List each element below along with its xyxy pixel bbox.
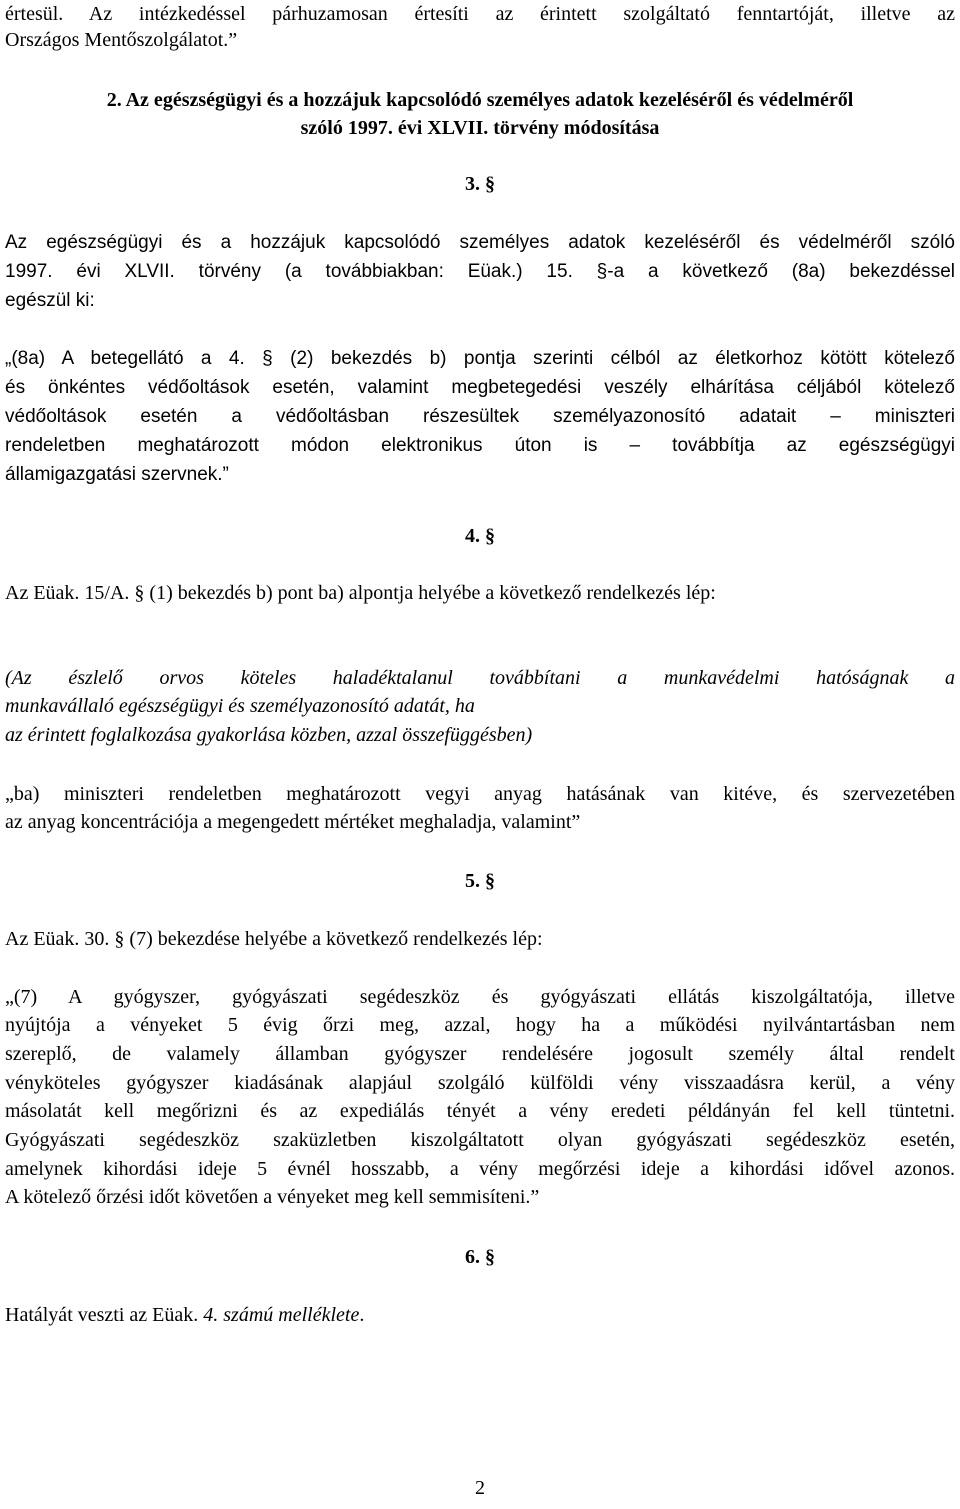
quote-text-line: A kötelező őrzési időt követően a vényeket meg kell semmisíteni.”	[5, 1186, 540, 1208]
quote-text-line: vényköteles gyógyszer kiadásának alapjául szolgáló külföldi vény visszaadásra kerül, a vény	[5, 1072, 955, 1094]
section-title-3: 3. §	[465, 173, 495, 195]
italic-text-line: (Az észlelő orvos köteles haladéktalanul továbbítani a munkavédelmi hatóságnak a	[5, 667, 955, 689]
quote-text-line: nyújtója a vényeket 5 évig őrzi meg, azzal, hogy ha a működési nyilvántartásban nem	[5, 1014, 955, 1036]
body-text-line: értesül. Az intézkedéssel párhuzamosan értesíti az érintett szolgáltató fenntartóját, illetve az	[5, 3, 955, 25]
quote-text-line: és önkéntes védőoltások esetén, valamint megbetegedési veszély elhárítása céljából kötelező	[5, 377, 955, 398]
quote-text-line: amelynek kihordási ideje 5 évnél hosszabb, a vény megőrzési ideje a kihordási idővel azonos.	[5, 1158, 955, 1180]
body-text-line: egészül ki:	[5, 290, 95, 311]
quote-text-line: rendeletben meghatározott módon elektronikus úton is – továbbítja az egészségügyi	[5, 435, 955, 456]
italic-text-line: munkavállaló egészségügyi és személyazonosító adatát, ha	[5, 695, 475, 717]
repeal-text-annex: 4. számú melléklete	[203, 1304, 360, 1326]
repeal-text-plain: Hatályát veszti az Eüak.	[5, 1304, 204, 1326]
body-text-line: Az Eüak. 15/A. § (1) bekezdés b) pont ba) alpontja helyébe a következő rendelkezés lép:	[5, 582, 716, 604]
quote-text-line: szereplő, de valamely államban gyógyszer rendelésére jogosult személy által rendelt	[5, 1043, 955, 1065]
repeal-text-end: .	[359, 1304, 365, 1326]
page-number: 2	[475, 1477, 485, 1499]
body-text-line: 1997. évi XLVII. törvény (a továbbiakban: Eüak.) 15. §-a a következő (8a) bekezdéssel	[5, 261, 955, 282]
chapter-heading: szóló 1997. évi XLVII. törvény módosítása	[300, 117, 660, 139]
chapter-heading: 2. Az egészségügyi és a hozzájuk kapcsolódó személyes adatok kezeléséről és védelméről	[106, 89, 854, 111]
italic-text-line: az érintett foglalkozása gyakorlása közben, azzal összefüggésben)	[5, 724, 533, 746]
quote-text-line: „ba) miniszteri rendeletben meghatározott vegyi anyag hatásának van kitéve, és szervezetében	[5, 783, 955, 805]
repeal-text	[5, 1303, 955, 1327]
body-text-line: Az egészségügyi és a hozzájuk kapcsolódó személyes adatok kezeléséről és védelméről szóló	[5, 232, 955, 253]
section-title-4: 4. §	[465, 525, 495, 547]
body-text-line: Az Eüak. 30. § (7) bekezdése helyébe a következő rendelkezés lép:	[5, 928, 543, 950]
body-text-line: Országos Mentőszolgálatot.”	[5, 29, 238, 51]
section-title-6: 6. §	[465, 1246, 495, 1268]
quote-text-line: „(8a) A betegellátó a 4. § (2) bekezdés b) pontja szerinti célból az életkorhoz kötött kötelező	[5, 348, 955, 369]
quote-text-line: „(7) A gyógyszer, gyógyászati segédeszköz és gyógyászati ellátás kiszolgáltatója, illetve	[5, 986, 955, 1008]
quote-text-line: védőoltások esetén a védőoltásban részesültek személyazonosító adatait – miniszteri	[5, 406, 955, 427]
quote-text-line: államigazgatási szervnek.”	[5, 464, 229, 485]
quote-text-line: Gyógyászati segédeszköz szaküzletben kiszolgáltatott olyan gyógyászati segédeszköz esetén,	[5, 1129, 955, 1151]
quote-text-line: másolatát kell megőrizni és az expediálás tényét a vény eredeti példányán fel kell tüntetni.	[5, 1100, 955, 1122]
section-title-5: 5. §	[465, 870, 495, 892]
quote-text-line: az anyag koncentrációja a megengedett mértéket meghaladja, valamint”	[5, 811, 581, 833]
